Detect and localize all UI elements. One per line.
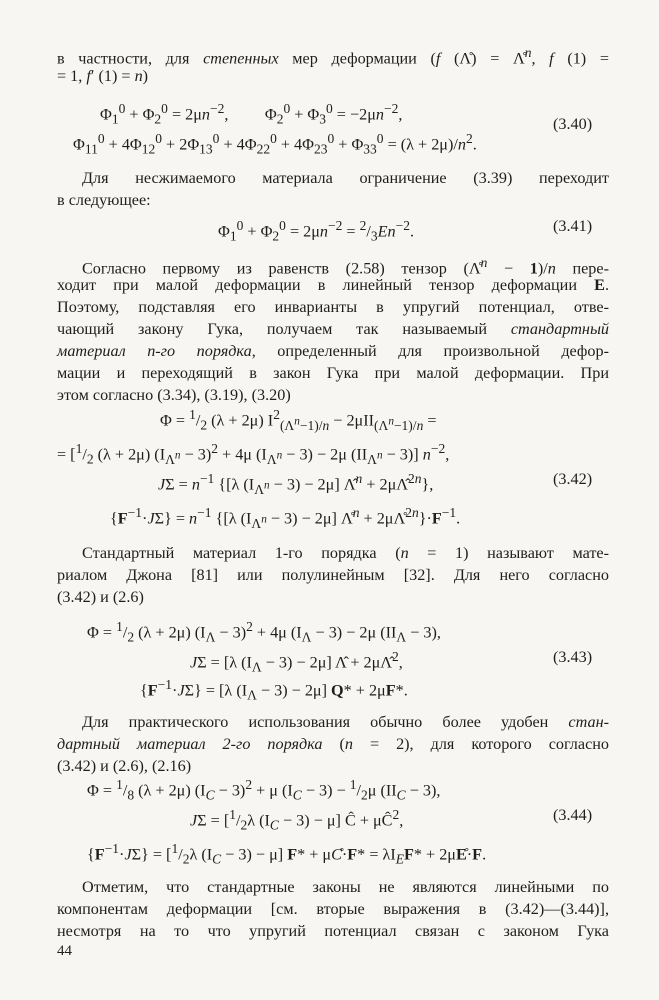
equation-3-43-line-2: JΣ = [λ $(I_\Lambda - 3) - 2\mu$] Λ̂ + 2μΛ̂$^2$, bbox=[190, 649, 403, 675]
text-line-13: риалом Джона [81] или полулинейным [32]. Для него согласно bbox=[57, 566, 609, 584]
equation-3-42-line-4: $\{F^{-1}\cdot J\Sigma\} = n^{-1}$ {[λ $(I_{\Lambda^n} - 3) - 2\mu$] Λ̊$^n$ + $2\mu\Lambdå^{2n}\}\cdot F^{-1}$. bbox=[110, 505, 461, 531]
text-line-16: дартный материал 2-го порядка (n = 2), для которого согласно bbox=[57, 735, 610, 753]
text-line-20: несмотря на то что упругий потенциал связан с законом Гука bbox=[57, 922, 609, 940]
text-line-5: Согласно первому из равенств (2.58) тензор (Λ̊$^n$ − 1)/n пере- bbox=[82, 255, 609, 278]
equation-3-43-line-1: $\Phi = ^1/_2$ (λ + 2μ) $(I_\Lambda - 3)^2 + 4\mu$ $(I_\Lambda - 3) - 2\mu$ $(II_\Lambda - 3)$, bbox=[87, 619, 441, 645]
equation-number-3-43: (3.43) bbox=[553, 648, 593, 666]
text-line-10: мации и переходящий в закон Гука при малой деформации. При bbox=[57, 364, 609, 382]
text-line-14: (3.42) и (2.6) bbox=[57, 588, 144, 606]
text-line-9: материал n-го порядка, определенный для произвольной дефор- bbox=[57, 342, 610, 360]
text-line-7: Поэтому, подставляя его инварианты в упругий потенциал, отве- bbox=[57, 298, 609, 316]
text-line-3: Для несжимаемого материала ограничение (3.39) переходит bbox=[82, 169, 609, 187]
equation-3-42-line-3: $J\Sigma = n^{-1}$ {[λ $(I_{\Lambda^n} - 3) - 2\mu$] Λ̂$^n$ + 2μΛ̂$^{2n}$}, bbox=[158, 471, 434, 497]
equation-3-44-line-1: $\Phi = ^1/_8$ (λ + 2μ) $(I_C - 3)^2 + \mu$ $(I_C - 3) - ^1/_2\mu$ $(II_C - 3)$, bbox=[87, 777, 441, 803]
text-line-4: в следующее: bbox=[57, 191, 151, 209]
text-line-6: ходит при малой деформации в линейный тензор деформации E. bbox=[57, 276, 609, 294]
equation-3-44-line-2: $J\Sigma = [^1/_2\lambda$ $(I_C - 3) - \mu$] Ĉ + $\mu Ĉ^2$, bbox=[190, 807, 404, 833]
text-line-18: Отметим, что стандартные законы не являются линейными по bbox=[82, 878, 609, 896]
equation-3-42-line-1: $\Phi = ^1/_2$ (λ + 2μ) $I^2_{(\Lambda^n-1)/n} - 2\mu II_{(\Lambda^n-1)/n}$ = bbox=[160, 407, 437, 433]
text-line-1: в частности, для степенных мер деформации (f (Λ̊) = Λ̊$^n$, f (1) = bbox=[57, 45, 609, 68]
equation-number-3-44: (3.44) bbox=[553, 806, 593, 824]
equation-3-40-line-2: $\Phi_{11}^0 + 4\Phi_{12}^0 + 2\Phi_{13}^0 + 4\Phi_{22}^0 + 4\Phi_{23}^0 + \Phi_{33}^0 = (\lambda + 2\mu)/n^2$. bbox=[73, 131, 477, 157]
text-line-12: Стандартный материал 1-го порядка (n = 1) называют мате- bbox=[82, 544, 609, 562]
text-line-8: чающий закону Гука, получаем так называемый стандартный bbox=[57, 320, 609, 338]
equation-3-43-line-3: $\{F^{-1}\cdot J\Sigma\} = [\lambda$ $(I_\Lambda - 3) - 2\mu$] Q* + 2μF*. bbox=[140, 677, 408, 703]
equation-3-40-line-1: $\Phi_1^0 + \Phi_2^0 = 2\mu n^{-2}$, $\Phi_2^0 + \Phi_3^0 = -2\mu n^{-2}$, bbox=[100, 101, 403, 127]
text-line-19: компонентам деформации [см. вторые выражения в (3.42)—(3.44)], bbox=[57, 900, 609, 918]
text-line-2: = 1, f′ (1) = n) bbox=[57, 67, 149, 85]
text-line-17: (3.42) и (2.6), (2.16) bbox=[57, 757, 192, 775]
equation-3-42-line-2: = [$^1/_2$ (λ + 2μ) $(I_{\Lambda^n} - 3)^2 + 4\mu$ $(I_{\Lambda^n} - 3) - 2\mu$ $(II_{\Lambda^n} - 3)$] $n^{-2}$, bbox=[57, 441, 450, 467]
text-line-15: Для практического использования обычно более удобен стан- bbox=[82, 713, 609, 731]
equation-number-3-42: (3.42) bbox=[553, 470, 593, 488]
equation-3-41: $\Phi_1^0 + \Phi_2^0 = 2\mu n^{-2} = ^2/_3En^{-2}$. bbox=[218, 218, 415, 244]
equation-number-3-41: (3.41) bbox=[553, 217, 593, 235]
page-number: 44 bbox=[57, 943, 72, 959]
text-line-11: этом согласно (3.34), (3.19), (3.20) bbox=[57, 386, 291, 404]
equation-3-44-line-3: $\{F^{-1}\cdot J\Sigma\} = [^1/_2\lambda$ $(I_C - 3) - \mu$] F* + μC̊·F* = $\lambda I_EF*$ + 2μE̊·F. bbox=[87, 841, 487, 867]
equation-number-3-40: (3.40) bbox=[553, 115, 593, 133]
